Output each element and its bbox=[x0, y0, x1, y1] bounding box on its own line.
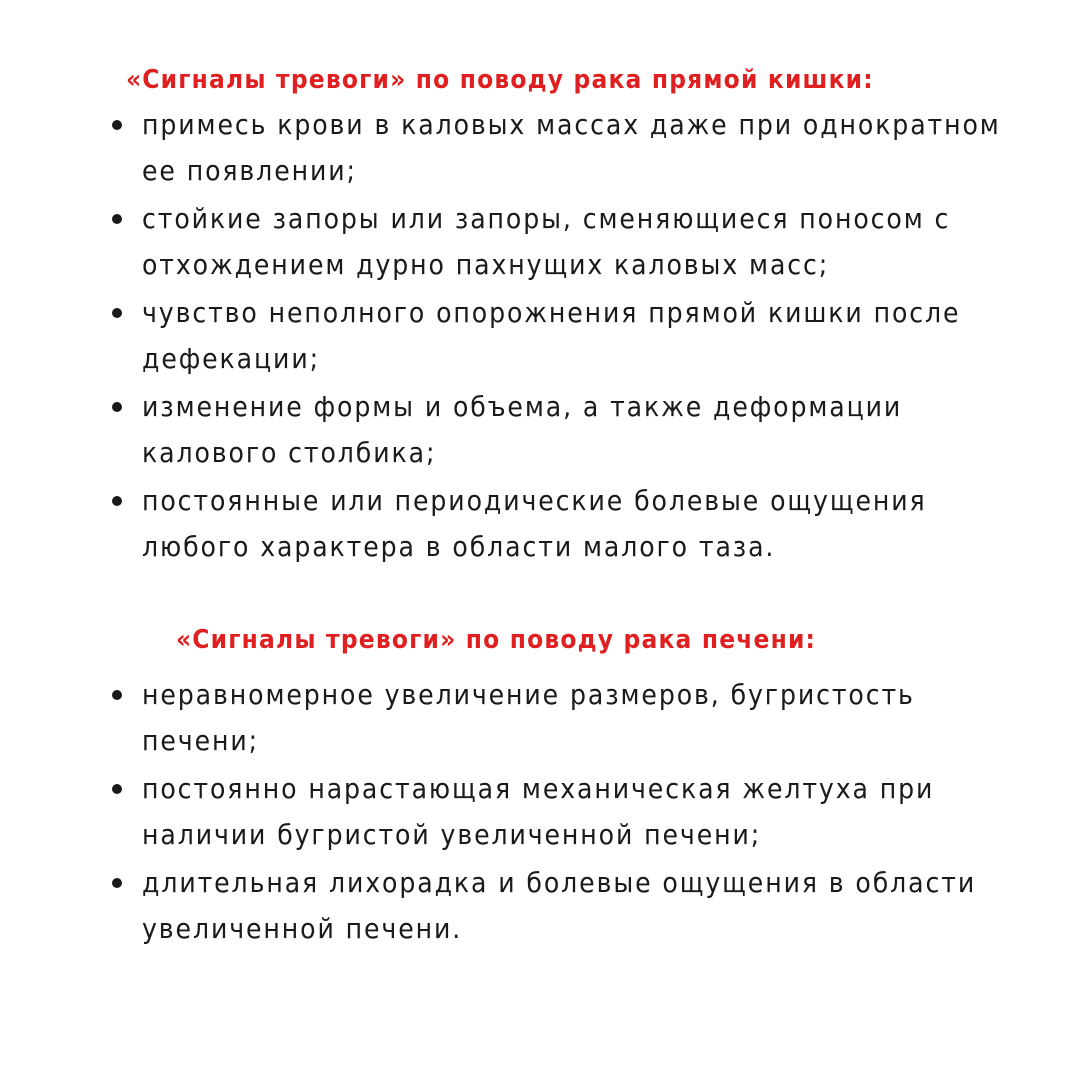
warning-signs-list bbox=[0, 102, 1080, 572]
warning-signs-list bbox=[0, 672, 1080, 954]
list-item bbox=[0, 196, 1080, 288]
section-heading: «Сигналы тревоги» по поводу рака прямой кишки: bbox=[126, 65, 874, 95]
bullet-icon bbox=[112, 784, 122, 794]
list-item bbox=[0, 766, 1080, 858]
bullet-icon bbox=[112, 878, 122, 888]
bullet-icon bbox=[112, 120, 122, 130]
list-item-text: длительная лихорадка и болевые ощущения в области увеличенной печени. bbox=[142, 866, 977, 945]
section-rectal-cancer bbox=[0, 60, 1080, 563]
section-liver-cancer bbox=[0, 620, 1080, 945]
list-item-text: изменение формы и объема, а также деформации калового столбика; bbox=[142, 390, 903, 469]
list-item bbox=[0, 860, 1080, 952]
list-item-text: постоянно нарастающая механическая желтуха при наличии бугристой увеличенной печени; bbox=[142, 772, 935, 851]
bullet-icon bbox=[112, 690, 122, 700]
list-item-text: неравномерное увеличение размеров, бугристость печени; bbox=[142, 678, 915, 757]
list-item-text: примесь крови в каловых массах даже при однократном ее появлении; bbox=[142, 108, 1001, 187]
bullet-icon bbox=[112, 308, 122, 318]
bullet-icon bbox=[112, 402, 122, 412]
bullet-icon bbox=[112, 496, 122, 506]
list-item bbox=[0, 290, 1080, 382]
list-item-text: чувство неполного опорожнения прямой кишки после дефекации; bbox=[142, 296, 961, 375]
list-item bbox=[0, 672, 1080, 764]
bullet-icon bbox=[112, 214, 122, 224]
list-item bbox=[0, 478, 1080, 570]
list-item bbox=[0, 384, 1080, 476]
list-item-text: стойкие запоры или запоры, сменяющиеся поносом с отхождением дурно пахнущих каловых масс; bbox=[142, 202, 951, 281]
section-heading: «Сигналы тревоги» по поводу рака печени: bbox=[176, 625, 817, 655]
list-item bbox=[0, 102, 1080, 194]
list-item-text: постоянные или периодические болевые ощущения любого характера в области малого таза. bbox=[142, 484, 927, 563]
